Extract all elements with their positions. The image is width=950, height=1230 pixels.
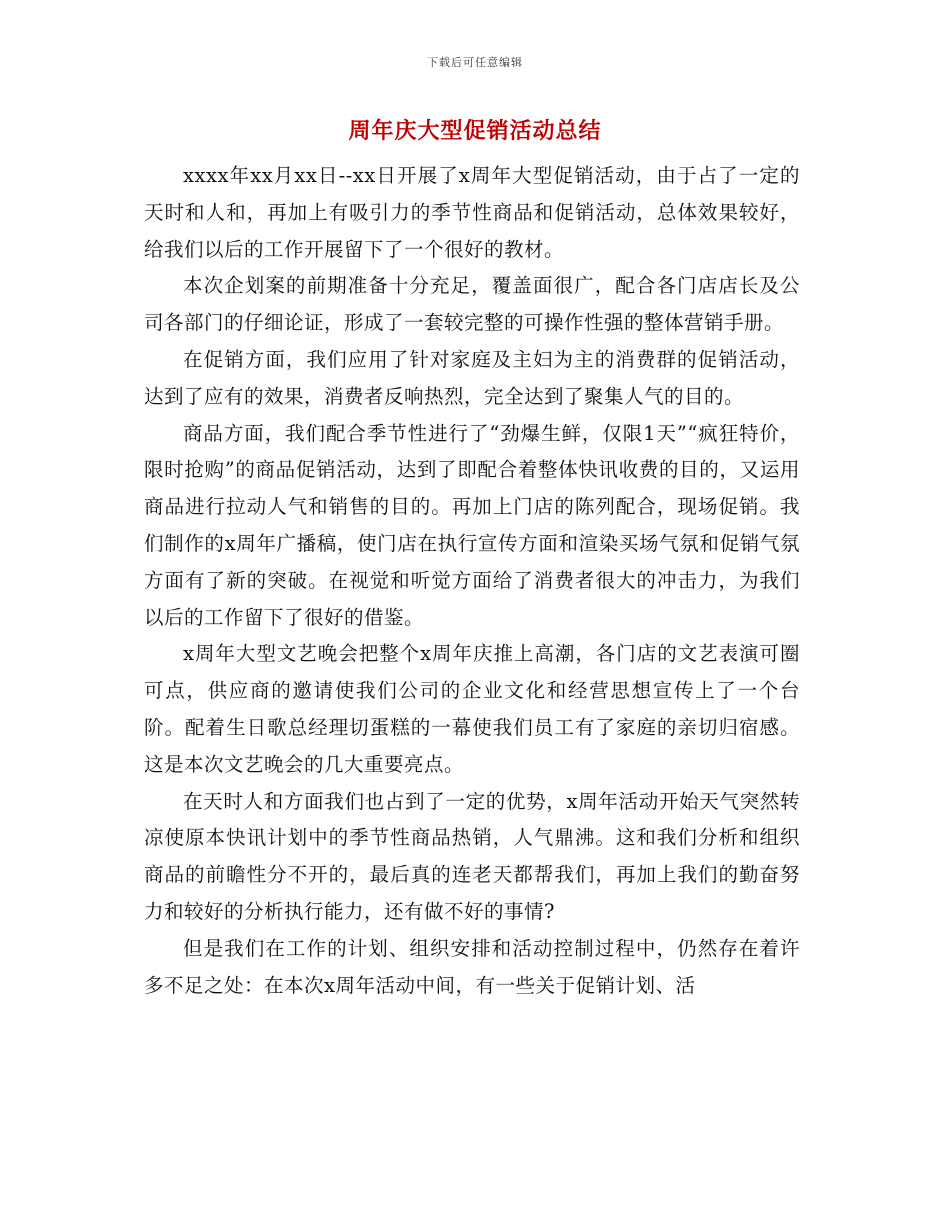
document-body xyxy=(144,158,800,1004)
page-header: 下载后可任意编辑 xyxy=(427,56,523,69)
paragraph-2: 本次企划案的前期准备十分充足，覆盖面很广，配合各门店店长及公司各部门的仔细论证，形成了一套较完整的可操作性强的整体营销手册。 xyxy=(144,274,800,335)
paragraph-7: 但是我们在工作的计划、组织安排和活动控制过程中，仍然存在着许多不足之处：在本次x周年活动中间，有一些关于促销计划、活 xyxy=(144,936,800,997)
paragraph-6: 在天时人和方面我们也占到了一定的优势，x周年活动开始天气突然转凉使原本快讯计划中的季节性商品热销，人气鼎沸。这和我们分析和组织商品的前瞻性分不开的，最后真的连老天都帮我们，再加上我们的勤奋努力和较好的分析执行能力，还有做不好的事情? xyxy=(144,789,800,923)
paragraph-4: 商品方面，我们配合季节性进行了“劲爆生鲜，仅限1天”“疯狂特价，限时抢购”的商品促销活动，达到了即配合着整体快讯收费的目的，又运用商品进行拉动人气和销售的目的。再加上门店的陈列配合，现场促销。我们制作的x周年广播稿，使门店在执行宣传方面和渲染买场气氛和促销气氛方面有了新的突破。在视觉和听觉方面给了消费者很大的冲击力，为我们以后的工作留下了很好的借鉴。 xyxy=(144,421,800,629)
paragraph-5: x周年大型文艺晚会把整个x周年庆推上高潮，各门店的文艺表演可圈可点，供应商的邀请使我们公司的企业文化和经营思想宣传上了一个台阶。配着生日歌总经理切蛋糕的一幕使我们员工有了家庭的亲切归宿感。这是本次文艺晚会的几大重要亮点。 xyxy=(144,642,800,776)
paragraph-1: xxxx年xx月xx日--xx日开展了x周年大型促销活动，由于占了一定的天时和人和，再加上有吸引力的季节性商品和促销活动，总体效果较好，给我们以后的工作开展留下了一个很好的教材。 xyxy=(144,164,800,261)
document-title: 周年庆大型促销活动总结 xyxy=(348,118,602,144)
paragraph-3: 在促销方面，我们应用了针对家庭及主妇为主的消费群的促销活动，达到了应有的效果，消费者反响热烈，完全达到了聚集人气的目的。 xyxy=(144,347,800,408)
